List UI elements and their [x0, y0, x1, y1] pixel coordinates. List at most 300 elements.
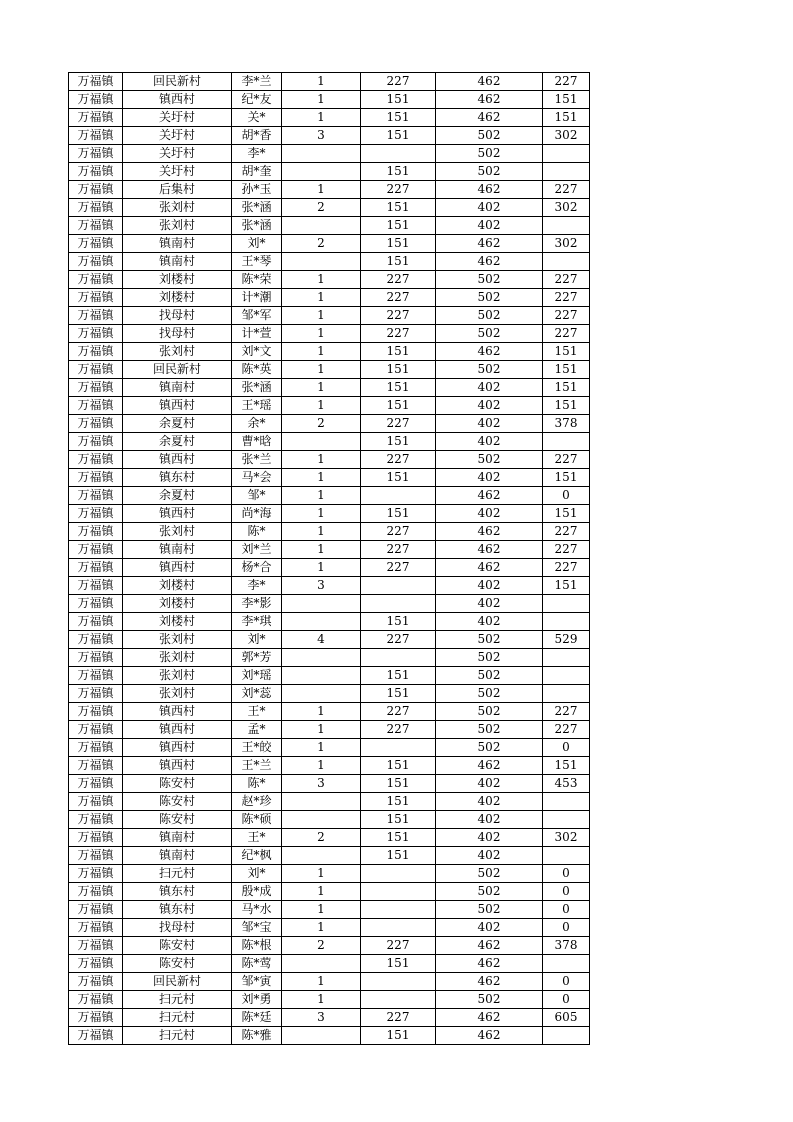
village-cell: 回民新村 [123, 73, 232, 91]
amount-b-cell: 462 [436, 973, 543, 991]
town-cell: 万福镇 [69, 793, 123, 811]
amount-c-cell: 151 [543, 577, 590, 595]
town-cell: 万福镇 [69, 613, 123, 631]
name-cell: 李*琪 [232, 613, 282, 631]
village-cell: 镇西村 [123, 559, 232, 577]
amount-a-cell: 151 [361, 91, 436, 109]
town-cell: 万福镇 [69, 235, 123, 253]
town-cell: 万福镇 [69, 379, 123, 397]
village-cell: 张刘村 [123, 685, 232, 703]
amount-b-cell: 462 [436, 757, 543, 775]
town-cell: 万福镇 [69, 91, 123, 109]
count-cell [282, 163, 361, 181]
village-cell: 余夏村 [123, 487, 232, 505]
village-cell: 余夏村 [123, 433, 232, 451]
name-cell: 李*兰 [232, 73, 282, 91]
amount-c-cell: 302 [543, 235, 590, 253]
amount-b-cell: 502 [436, 649, 543, 667]
amount-c-cell: 227 [543, 451, 590, 469]
amount-b-cell: 502 [436, 703, 543, 721]
amount-b-cell: 462 [436, 1009, 543, 1027]
name-cell: 孙*玉 [232, 181, 282, 199]
name-cell: 张*涵 [232, 199, 282, 217]
amount-a-cell [361, 991, 436, 1009]
town-cell: 万福镇 [69, 991, 123, 1009]
name-cell: 曹*晗 [232, 433, 282, 451]
amount-c-cell: 0 [543, 865, 590, 883]
amount-a-cell: 151 [361, 109, 436, 127]
table-row [69, 271, 590, 289]
amount-b-cell: 462 [436, 937, 543, 955]
table-row [69, 199, 590, 217]
amount-c-cell: 227 [543, 73, 590, 91]
town-cell: 万福镇 [69, 1009, 123, 1027]
village-cell: 镇南村 [123, 847, 232, 865]
amount-b-cell: 502 [436, 451, 543, 469]
town-cell: 万福镇 [69, 109, 123, 127]
village-cell: 回民新村 [123, 361, 232, 379]
amount-b-cell: 502 [436, 631, 543, 649]
count-cell: 2 [282, 415, 361, 433]
amount-c-cell [543, 145, 590, 163]
table-row [69, 901, 590, 919]
amount-c-cell: 227 [543, 289, 590, 307]
name-cell: 刘*蕊 [232, 685, 282, 703]
town-cell: 万福镇 [69, 973, 123, 991]
table-row [69, 487, 590, 505]
amount-c-cell: 151 [543, 757, 590, 775]
table-row [69, 757, 590, 775]
village-cell: 张刘村 [123, 343, 232, 361]
amount-a-cell: 151 [361, 685, 436, 703]
table-row [69, 649, 590, 667]
village-cell: 刘楼村 [123, 271, 232, 289]
town-cell: 万福镇 [69, 307, 123, 325]
count-cell [282, 847, 361, 865]
count-cell [282, 793, 361, 811]
count-cell: 1 [282, 379, 361, 397]
village-cell: 镇东村 [123, 469, 232, 487]
count-cell: 2 [282, 937, 361, 955]
town-cell: 万福镇 [69, 847, 123, 865]
amount-a-cell: 151 [361, 505, 436, 523]
amount-c-cell: 151 [543, 469, 590, 487]
amount-b-cell: 502 [436, 361, 543, 379]
amount-b-cell: 402 [436, 199, 543, 217]
amount-b-cell: 462 [436, 109, 543, 127]
amount-c-cell: 0 [543, 991, 590, 1009]
count-cell: 1 [282, 271, 361, 289]
name-cell: 张*涵 [232, 217, 282, 235]
town-cell: 万福镇 [69, 919, 123, 937]
village-cell: 镇南村 [123, 379, 232, 397]
count-cell: 1 [282, 505, 361, 523]
village-cell: 关圩村 [123, 109, 232, 127]
name-cell: 邹*寅 [232, 973, 282, 991]
name-cell: 陈* [232, 523, 282, 541]
name-cell: 刘* [232, 631, 282, 649]
amount-a-cell: 227 [361, 451, 436, 469]
count-cell: 4 [282, 631, 361, 649]
count-cell: 1 [282, 991, 361, 1009]
amount-b-cell: 402 [436, 775, 543, 793]
amount-a-cell [361, 919, 436, 937]
name-cell: 王* [232, 829, 282, 847]
table-row [69, 289, 590, 307]
town-cell: 万福镇 [69, 73, 123, 91]
table-row [69, 811, 590, 829]
village-cell: 回民新村 [123, 973, 232, 991]
count-cell: 1 [282, 721, 361, 739]
amount-c-cell: 0 [543, 739, 590, 757]
count-cell [282, 649, 361, 667]
table-row [69, 361, 590, 379]
town-cell: 万福镇 [69, 289, 123, 307]
amount-b-cell: 402 [436, 415, 543, 433]
table-row [69, 523, 590, 541]
amount-a-cell: 227 [361, 307, 436, 325]
amount-b-cell: 462 [436, 253, 543, 271]
amount-b-cell: 462 [436, 343, 543, 361]
amount-c-cell: 378 [543, 937, 590, 955]
amount-a-cell: 227 [361, 289, 436, 307]
amount-a-cell: 151 [361, 1027, 436, 1045]
amount-c-cell: 605 [543, 1009, 590, 1027]
table-row [69, 991, 590, 1009]
village-cell: 镇西村 [123, 91, 232, 109]
amount-b-cell: 402 [436, 433, 543, 451]
name-cell: 余* [232, 415, 282, 433]
count-cell [282, 595, 361, 613]
town-cell: 万福镇 [69, 721, 123, 739]
table-row [69, 739, 590, 757]
amount-b-cell: 462 [436, 181, 543, 199]
count-cell: 3 [282, 775, 361, 793]
amount-a-cell: 227 [361, 73, 436, 91]
town-cell: 万福镇 [69, 145, 123, 163]
table-row [69, 847, 590, 865]
name-cell: 胡*香 [232, 127, 282, 145]
name-cell: 王*瑶 [232, 397, 282, 415]
amount-b-cell: 502 [436, 865, 543, 883]
village-cell: 张刘村 [123, 631, 232, 649]
name-cell: 马*会 [232, 469, 282, 487]
amount-c-cell: 151 [543, 91, 590, 109]
amount-a-cell [361, 145, 436, 163]
table-row [69, 577, 590, 595]
count-cell [282, 685, 361, 703]
name-cell: 李* [232, 145, 282, 163]
amount-b-cell: 502 [436, 127, 543, 145]
amount-c-cell: 529 [543, 631, 590, 649]
village-cell: 扫元村 [123, 1009, 232, 1027]
amount-c-cell: 302 [543, 199, 590, 217]
amount-a-cell: 151 [361, 235, 436, 253]
amount-b-cell: 462 [436, 487, 543, 505]
data-table [68, 72, 590, 1045]
town-cell: 万福镇 [69, 757, 123, 775]
table-row [69, 1027, 590, 1045]
amount-c-cell: 227 [543, 181, 590, 199]
amount-c-cell: 453 [543, 775, 590, 793]
town-cell: 万福镇 [69, 811, 123, 829]
village-cell: 关圩村 [123, 145, 232, 163]
town-cell: 万福镇 [69, 523, 123, 541]
village-cell: 找母村 [123, 919, 232, 937]
amount-c-cell: 151 [543, 379, 590, 397]
amount-c-cell: 151 [543, 505, 590, 523]
table-row [69, 397, 590, 415]
amount-c-cell: 302 [543, 829, 590, 847]
village-cell: 张刘村 [123, 649, 232, 667]
count-cell: 1 [282, 703, 361, 721]
village-cell: 镇东村 [123, 901, 232, 919]
name-cell: 郭*芳 [232, 649, 282, 667]
amount-c-cell [543, 685, 590, 703]
name-cell: 赵*珍 [232, 793, 282, 811]
amount-a-cell: 151 [361, 343, 436, 361]
count-cell [282, 253, 361, 271]
amount-a-cell: 151 [361, 469, 436, 487]
name-cell: 邹*军 [232, 307, 282, 325]
amount-b-cell: 402 [436, 397, 543, 415]
amount-c-cell: 227 [543, 325, 590, 343]
count-cell: 1 [282, 325, 361, 343]
amount-b-cell: 462 [436, 559, 543, 577]
amount-a-cell: 151 [361, 757, 436, 775]
amount-b-cell: 502 [436, 163, 543, 181]
count-cell [282, 217, 361, 235]
table-row [69, 973, 590, 991]
table-row [69, 721, 590, 739]
town-cell: 万福镇 [69, 181, 123, 199]
amount-b-cell: 502 [436, 685, 543, 703]
amount-c-cell [543, 217, 590, 235]
name-cell: 刘*兰 [232, 541, 282, 559]
table-row [69, 451, 590, 469]
village-cell: 找母村 [123, 325, 232, 343]
town-cell: 万福镇 [69, 883, 123, 901]
amount-a-cell: 151 [361, 127, 436, 145]
amount-a-cell: 227 [361, 325, 436, 343]
amount-c-cell: 227 [543, 703, 590, 721]
table-row [69, 73, 590, 91]
amount-c-cell [543, 1027, 590, 1045]
amount-c-cell: 0 [543, 901, 590, 919]
count-cell: 1 [282, 757, 361, 775]
count-cell: 3 [282, 127, 361, 145]
table-row [69, 613, 590, 631]
count-cell: 1 [282, 973, 361, 991]
count-cell: 3 [282, 577, 361, 595]
table-row [69, 865, 590, 883]
amount-a-cell: 151 [361, 775, 436, 793]
amount-c-cell [543, 847, 590, 865]
name-cell: 孟* [232, 721, 282, 739]
table-row [69, 793, 590, 811]
count-cell: 3 [282, 1009, 361, 1027]
count-cell: 1 [282, 397, 361, 415]
amount-a-cell [361, 577, 436, 595]
amount-a-cell: 227 [361, 1009, 436, 1027]
amount-c-cell: 227 [543, 523, 590, 541]
table-row [69, 217, 590, 235]
name-cell: 胡*奎 [232, 163, 282, 181]
town-cell: 万福镇 [69, 667, 123, 685]
name-cell: 纪*友 [232, 91, 282, 109]
amount-a-cell: 151 [361, 163, 436, 181]
amount-b-cell: 462 [436, 235, 543, 253]
name-cell: 陈*雅 [232, 1027, 282, 1045]
town-cell: 万福镇 [69, 901, 123, 919]
amount-c-cell: 227 [543, 541, 590, 559]
amount-b-cell: 402 [436, 505, 543, 523]
count-cell: 1 [282, 883, 361, 901]
amount-a-cell: 151 [361, 811, 436, 829]
table-row [69, 829, 590, 847]
village-cell: 张刘村 [123, 667, 232, 685]
name-cell: 李*影 [232, 595, 282, 613]
amount-c-cell: 227 [543, 307, 590, 325]
count-cell: 1 [282, 451, 361, 469]
town-cell: 万福镇 [69, 559, 123, 577]
amount-a-cell: 227 [361, 271, 436, 289]
amount-b-cell: 502 [436, 271, 543, 289]
count-cell: 1 [282, 919, 361, 937]
amount-b-cell: 502 [436, 307, 543, 325]
amount-a-cell: 151 [361, 955, 436, 973]
town-cell: 万福镇 [69, 487, 123, 505]
name-cell: 陈*英 [232, 361, 282, 379]
town-cell: 万福镇 [69, 199, 123, 217]
town-cell: 万福镇 [69, 451, 123, 469]
table-row [69, 433, 590, 451]
village-cell: 镇西村 [123, 505, 232, 523]
village-cell: 刘楼村 [123, 289, 232, 307]
village-cell: 张刘村 [123, 199, 232, 217]
village-cell: 陈安村 [123, 775, 232, 793]
name-cell: 纪*枫 [232, 847, 282, 865]
table-row [69, 775, 590, 793]
amount-a-cell: 151 [361, 199, 436, 217]
table-row [69, 145, 590, 163]
name-cell: 陈*莺 [232, 955, 282, 973]
table-row [69, 505, 590, 523]
amount-a-cell: 227 [361, 541, 436, 559]
table-row [69, 253, 590, 271]
amount-b-cell: 402 [436, 829, 543, 847]
amount-c-cell [543, 811, 590, 829]
table-row [69, 109, 590, 127]
table-row [69, 937, 590, 955]
amount-c-cell: 151 [543, 361, 590, 379]
town-cell: 万福镇 [69, 217, 123, 235]
amount-a-cell: 227 [361, 721, 436, 739]
village-cell: 陈安村 [123, 937, 232, 955]
count-cell: 1 [282, 343, 361, 361]
amount-a-cell: 151 [361, 253, 436, 271]
amount-a-cell: 151 [361, 829, 436, 847]
amount-b-cell: 402 [436, 613, 543, 631]
amount-b-cell: 402 [436, 595, 543, 613]
amount-a-cell: 227 [361, 415, 436, 433]
amount-c-cell: 227 [543, 559, 590, 577]
town-cell: 万福镇 [69, 325, 123, 343]
count-cell: 1 [282, 289, 361, 307]
name-cell: 王*琴 [232, 253, 282, 271]
amount-a-cell [361, 883, 436, 901]
amount-a-cell: 227 [361, 523, 436, 541]
count-cell: 1 [282, 109, 361, 127]
village-cell: 关圩村 [123, 127, 232, 145]
village-cell: 陈安村 [123, 811, 232, 829]
town-cell: 万福镇 [69, 631, 123, 649]
amount-b-cell: 502 [436, 721, 543, 739]
count-cell: 1 [282, 73, 361, 91]
village-cell: 刘楼村 [123, 613, 232, 631]
village-cell: 陈安村 [123, 955, 232, 973]
table-row [69, 415, 590, 433]
name-cell: 计*萱 [232, 325, 282, 343]
town-cell: 万福镇 [69, 541, 123, 559]
amount-a-cell: 227 [361, 937, 436, 955]
name-cell: 陈*荣 [232, 271, 282, 289]
town-cell: 万福镇 [69, 865, 123, 883]
count-cell: 1 [282, 523, 361, 541]
village-cell: 镇西村 [123, 397, 232, 415]
table-body [69, 73, 590, 1045]
town-cell: 万福镇 [69, 343, 123, 361]
village-cell: 镇西村 [123, 739, 232, 757]
amount-b-cell: 502 [436, 739, 543, 757]
amount-c-cell: 0 [543, 883, 590, 901]
amount-c-cell: 227 [543, 271, 590, 289]
name-cell: 陈*根 [232, 937, 282, 955]
name-cell: 张*兰 [232, 451, 282, 469]
table-row [69, 883, 590, 901]
amount-b-cell: 502 [436, 667, 543, 685]
count-cell: 1 [282, 361, 361, 379]
amount-c-cell: 151 [543, 343, 590, 361]
village-cell: 余夏村 [123, 415, 232, 433]
amount-c-cell: 0 [543, 919, 590, 937]
amount-c-cell [543, 955, 590, 973]
name-cell: 陈* [232, 775, 282, 793]
amount-c-cell: 378 [543, 415, 590, 433]
town-cell: 万福镇 [69, 1027, 123, 1045]
village-cell: 镇南村 [123, 235, 232, 253]
amount-b-cell: 462 [436, 73, 543, 91]
village-cell: 镇南村 [123, 253, 232, 271]
count-cell: 1 [282, 91, 361, 109]
village-cell: 镇西村 [123, 703, 232, 721]
amount-c-cell: 151 [543, 109, 590, 127]
amount-b-cell: 502 [436, 325, 543, 343]
amount-c-cell [543, 613, 590, 631]
amount-b-cell: 462 [436, 541, 543, 559]
count-cell: 2 [282, 199, 361, 217]
amount-c-cell [543, 649, 590, 667]
village-cell: 镇西村 [123, 757, 232, 775]
amount-b-cell: 402 [436, 379, 543, 397]
amount-a-cell: 151 [361, 379, 436, 397]
amount-c-cell: 151 [543, 397, 590, 415]
amount-a-cell: 151 [361, 667, 436, 685]
count-cell: 2 [282, 829, 361, 847]
town-cell: 万福镇 [69, 577, 123, 595]
name-cell: 尚*海 [232, 505, 282, 523]
amount-c-cell: 0 [543, 487, 590, 505]
